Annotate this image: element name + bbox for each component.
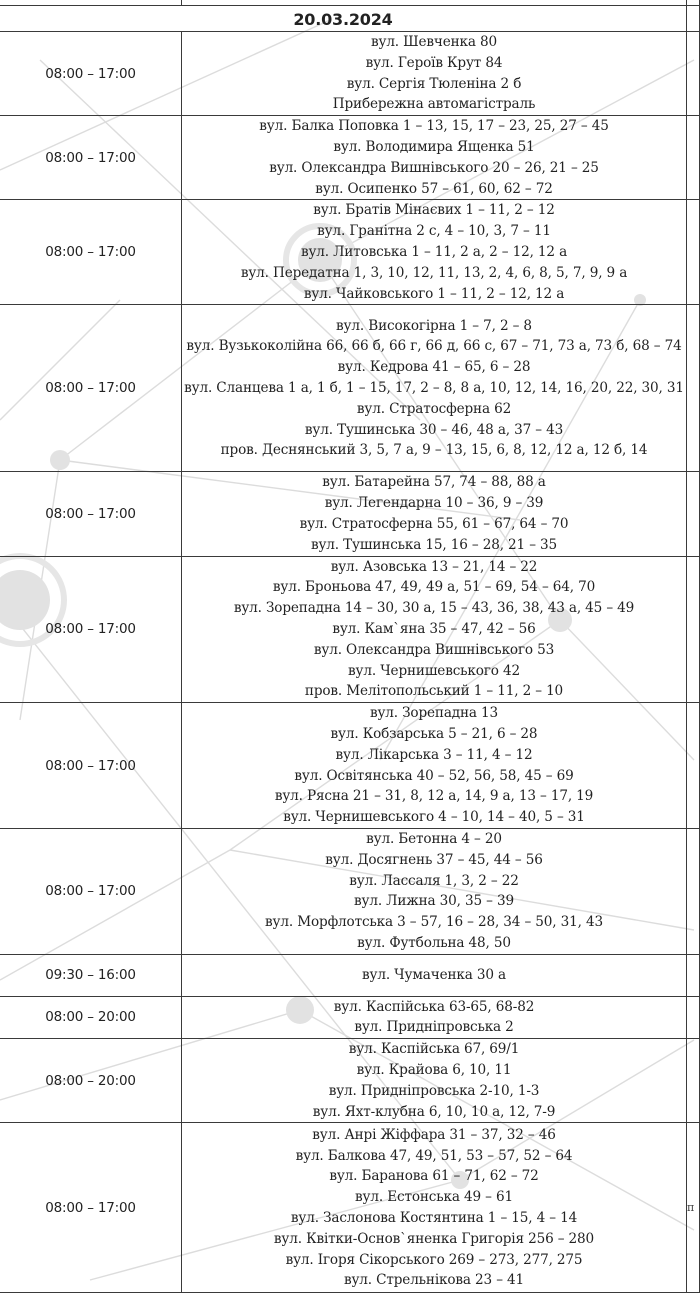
street-line: вул. Квітки-Основ`яненка Григорія 256 – 280 bbox=[273, 1230, 595, 1247]
street-line: вул. Крайова 6, 10, 11 bbox=[356, 1062, 512, 1079]
street-line: вул. Баранова 61 – 71, 62 – 72 bbox=[329, 1168, 539, 1185]
time-cell: 08:00 – 17:00 bbox=[0, 200, 182, 305]
street-line: вул. Придніпровська 2 bbox=[354, 1019, 514, 1036]
street-line: пров. Мелітопольський 1 – 11, 2 – 10 bbox=[304, 683, 564, 700]
street-line: вул. Передатна 1, 3, 10, 12, 11, 13, 2, 4, 6, 8, 5, 7, 9, 9 а bbox=[240, 264, 628, 281]
time-cell: 08:00 – 17:00 bbox=[0, 828, 182, 954]
street-line: вул. Кам`яна 35 – 47, 42 – 56 bbox=[332, 620, 536, 637]
street-line: вул. Азовська 13 – 21, 14 – 22 bbox=[330, 558, 538, 575]
street-line: вул. Балка Поповка 1 – 13, 15, 17 – 23, 25, 27 – 45 bbox=[259, 118, 609, 135]
time-cell: 08:00 – 17:00 bbox=[0, 703, 182, 829]
time-cell: 08:00 – 17:00 bbox=[0, 32, 182, 116]
streets-cell bbox=[182, 32, 687, 116]
street-line: вул. Кедрова 41 – 65, 6 – 28 bbox=[337, 359, 531, 376]
street-line: вул. Осипенко 57 – 61, 60, 62 – 72 bbox=[315, 180, 553, 197]
table-row bbox=[0, 954, 700, 996]
table-row bbox=[0, 1039, 700, 1123]
street-line: вул. Ігоря Сікорського 269 – 273, 277, 275 bbox=[285, 1251, 583, 1268]
table-row bbox=[0, 305, 700, 472]
street-line: вул. Високогірна 1 – 7, 2 – 8 bbox=[336, 317, 532, 334]
street-line: вул. Морфлотська 3 – 57, 16 – 28, 34 – 50, 31, 43 bbox=[265, 914, 603, 931]
street-line: вул. Каспійська 67, 69/1 bbox=[348, 1041, 520, 1058]
streets-cell bbox=[182, 996, 687, 1039]
street-line: вул. Зорепадна 14 – 30, 30 а, 15 – 43, 36, 38, 43 а, 45 – 49 bbox=[233, 600, 635, 617]
street-line: вул. Балкова 47, 49, 51, 53 – 57, 52 – 64 bbox=[295, 1147, 573, 1164]
table-row bbox=[0, 32, 700, 116]
street-line: пров. Деснянський 3, 5, 7 а, 9 – 13, 15, 6, 8, 12, 12 а, 12 б, 14 bbox=[220, 442, 648, 459]
street-line: вул. Чайковського 1 – 11, 2 – 12, 12 а bbox=[303, 285, 565, 302]
cut-off-column-cell bbox=[687, 556, 700, 703]
street-line: вул. Придніпровська 2-10, 1-3 bbox=[328, 1082, 540, 1099]
street-line: вул. Гранітна 2 с, 4 – 10, 3, 7 – 11 bbox=[317, 223, 551, 240]
time-cell: 08:00 – 17:00 bbox=[0, 472, 182, 556]
time-cell: 08:00 – 17:00 bbox=[0, 305, 182, 472]
street-line: вул. Героїв Крут 84 bbox=[365, 54, 503, 71]
street-line: вул. Легендарна 10 – 36, 9 – 39 bbox=[324, 495, 544, 512]
street-line: вул. Сланцева 1 а, 1 б, 1 – 15, 17, 2 – 8, 8 а, 10, 12, 14, 16, 20, 22, 30, 31 bbox=[184, 379, 684, 396]
time-cell: 08:00 – 20:00 bbox=[0, 1039, 182, 1123]
street-line: вул. Чумаченка 30 а bbox=[362, 966, 506, 983]
streets-cell bbox=[182, 1039, 687, 1123]
cut-off-column-cell bbox=[687, 116, 700, 200]
street-line: вул. Лассаля 1, 3, 2 – 22 bbox=[349, 872, 519, 889]
street-line: вул. Лижна 30, 35 – 39 bbox=[354, 893, 514, 910]
street-line: вул. Стрельнікова 23 – 41 bbox=[343, 1272, 525, 1289]
street-line: вул. Стратосферна 55, 61 – 67, 64 – 70 bbox=[299, 515, 569, 532]
cut-off-column-cell bbox=[687, 828, 700, 954]
streets-cell bbox=[182, 472, 687, 556]
street-line: вул. Каспійська 63-65, 68-82 bbox=[333, 998, 535, 1015]
table-row bbox=[0, 472, 700, 556]
time-cell: 08:00 – 17:00 bbox=[0, 1123, 182, 1293]
street-line: вул. Лікарська 3 – 11, 4 – 12 bbox=[335, 746, 533, 763]
street-line: вул. Кобзарська 5 – 21, 6 – 28 bbox=[330, 725, 538, 742]
street-line: вул. Чернишевського 4 – 10, 14 – 40, 5 – 31 bbox=[283, 809, 585, 826]
street-line: вул. Тушинська 30 – 46, 48 а, 37 – 43 bbox=[304, 421, 564, 438]
cut-off-column-cell bbox=[687, 32, 700, 116]
streets-cell bbox=[182, 828, 687, 954]
streets-cell bbox=[182, 1123, 687, 1293]
time-cell: 08:00 – 20:00 bbox=[0, 996, 182, 1039]
street-line: вул. Шевченка 80 bbox=[370, 34, 498, 50]
date-header: 20.03.2024 bbox=[0, 6, 687, 32]
table-row bbox=[0, 828, 700, 954]
street-line: вул. Яхт-клубна 6, 10, 10 а, 12, 7-9 bbox=[312, 1103, 556, 1120]
time-cell: 08:00 – 17:00 bbox=[0, 556, 182, 703]
streets-cell bbox=[182, 954, 687, 996]
street-line: вул. Зорепадна 13 bbox=[369, 705, 499, 722]
street-line: вул. Рясна 21 – 31, 8, 12 а, 14, 9 а, 13 – 17, 19 bbox=[274, 788, 594, 805]
time-cell: 08:00 – 17:00 bbox=[0, 116, 182, 200]
streets-cell bbox=[182, 703, 687, 829]
street-line: вул. Литовська 1 – 11, 2 а, 2 – 12, 12 а bbox=[300, 243, 568, 260]
street-line: вул. Олександра Вишнівського 53 bbox=[313, 641, 555, 658]
street-line: вул. Чернишевського 42 bbox=[348, 662, 520, 679]
table-row bbox=[0, 200, 700, 305]
streets-cell bbox=[182, 305, 687, 472]
table-row bbox=[0, 1123, 700, 1293]
street-line: вул. Стратосферна 62 bbox=[356, 400, 512, 417]
street-line: вул. Анрі Жіффара 31 – 37, 32 – 46 bbox=[312, 1126, 556, 1143]
streets-cell bbox=[182, 116, 687, 200]
table-row bbox=[0, 116, 700, 200]
street-line: вул. Володимира Ященка 51 bbox=[333, 138, 535, 155]
street-line: вул. Освітянська 40 – 52, 56, 58, 45 – 69 bbox=[294, 767, 574, 784]
cut-off-column-cell bbox=[687, 305, 700, 472]
street-line: вул. Батарейна 57, 74 – 88, 88 а bbox=[322, 474, 546, 491]
cut-off-column-cell bbox=[687, 954, 700, 996]
table-row bbox=[0, 996, 700, 1039]
street-line: Прибережна автомагістраль bbox=[332, 96, 536, 113]
table-row bbox=[0, 556, 700, 703]
street-line: вул. Заслонова Костянтина 1 – 15, 4 – 14 bbox=[290, 1209, 578, 1226]
cut-off-column-cell bbox=[687, 200, 700, 305]
street-line: вул. Братів Мінаєвих 1 – 11, 2 – 12 bbox=[313, 202, 555, 219]
cut-off-column-cell: п bbox=[687, 1123, 700, 1293]
street-line: вул. Бетонна 4 – 20 bbox=[366, 830, 502, 847]
street-line: вул. Олександра Вишнівського 20 – 26, 21 – 25 bbox=[269, 159, 599, 176]
street-line: вул. Сергія Тюленіна 2 б bbox=[346, 75, 522, 92]
streets-cell bbox=[182, 556, 687, 703]
table-row bbox=[0, 703, 700, 829]
street-line: вул. Досягнень 37 – 45, 44 – 56 bbox=[325, 851, 543, 868]
street-line: вул. Естонська 49 – 61 bbox=[355, 1189, 513, 1206]
cut-off-column-cell bbox=[687, 703, 700, 829]
street-line: вул. Броньова 47, 49, 49 а, 51 – 69, 54 – 64, 70 bbox=[272, 579, 596, 596]
street-line: вул. Футбольна 48, 50 bbox=[357, 934, 511, 951]
date-header-row bbox=[0, 6, 700, 32]
street-line: вул. Тушинська 15, 16 – 28, 21 – 35 bbox=[310, 536, 558, 553]
cut-off-column-cell bbox=[687, 996, 700, 1039]
time-cell: 09:30 – 16:00 bbox=[0, 954, 182, 996]
street-line: вул. Вузькоколійна 66, 66 б, 66 г, 66 д, 66 с, 67 – 71, 73 а, 73 б, 68 – 74 bbox=[186, 338, 682, 355]
cut-off-column-cell bbox=[687, 1039, 700, 1123]
cut-off-column-cell bbox=[687, 472, 700, 556]
streets-cell bbox=[182, 200, 687, 305]
